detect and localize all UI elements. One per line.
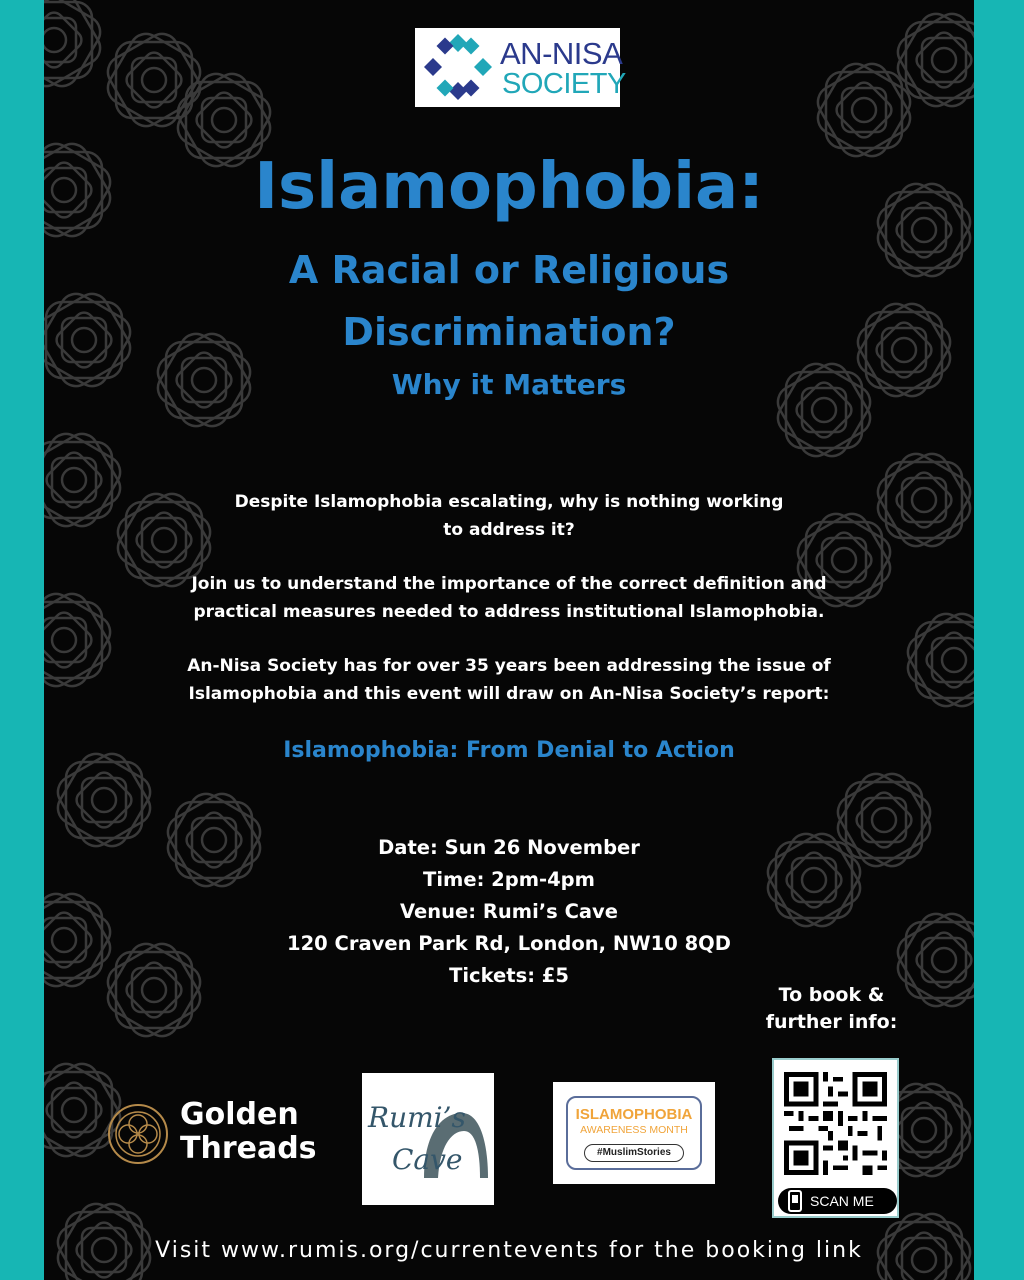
iam-hashtag: #MuslimStories [584,1144,684,1162]
paragraph-1-line-1: Despite Islamophobia escalating, why is nothing working [234,492,784,512]
booking-prompt [749,982,914,1036]
scan-me-button[interactable] [778,1188,897,1214]
rumis-cave-logo [362,1073,494,1205]
subtitle-line-3: Why it Matters [391,368,627,401]
rumi-text-line-2: Cave [392,1143,463,1176]
subtitle-line-1: A Racial or Religious [288,248,730,292]
scan-me-label: SCAN ME [810,1193,874,1209]
subtitle-line-2: Discrimination? [342,310,676,354]
paragraph-1-line-2: to address it? [443,520,575,540]
golden-threads-knot-icon [106,1102,170,1166]
booking-line-1: To book & [778,984,885,1006]
event-date: Date: Sun 26 November [378,836,640,859]
paragraph-3-line-1: An-Nisa Society has for over 35 years been addressing the issue of [187,656,831,676]
report-title: Islamophobia: From Denial to Action [283,738,735,763]
rumi-text-line-1: Rumi’s [368,1101,466,1134]
paragraph-2-line-1: Join us to understand the importance of the correct definition and [191,574,827,594]
main-title: Islamophobia: [254,150,764,224]
logo-text-an-nisa: AN-NISA [500,36,623,71]
paragraph-2-line-2: practical measures needed to address institutional Islamophobia. [193,602,825,622]
islamophobia-awareness-month-logo [553,1082,715,1184]
left-border-bar [0,0,44,1280]
qr-code-icon[interactable] [774,1062,897,1185]
logo-text-society: SOCIETY [502,68,626,100]
qr-code-card[interactable] [772,1058,899,1218]
paragraph-3-line-2: Islamophobia and this event will draw on An-Nisa Society’s report: [188,684,830,704]
golden-threads-text [180,1098,317,1166]
event-tickets: Tickets: £5 [449,964,569,987]
booking-line-2: further info: [765,1011,898,1033]
poster [44,0,974,1280]
footer-booking-link[interactable]: Visit www.rumis.org/currentevents for the booking link [155,1238,863,1263]
iam-badge [566,1096,702,1170]
logo-mark-icon [421,32,495,102]
golden-threads-line-2: Threads [180,1131,317,1166]
cave-arch-icon [362,1073,494,1205]
iam-line-1: ISLAMOPHOBIA [575,1106,693,1123]
event-address: 120 Craven Park Rd, London, NW10 8QD [287,932,731,955]
golden-threads-line-1: Golden [180,1097,299,1132]
phone-icon [786,1190,804,1212]
event-venue: Venue: Rumi’s Cave [400,900,618,923]
an-nisa-society-logo [415,28,626,107]
iam-line-2: AWARENESS MONTH [580,1124,688,1136]
event-time: Time: 2pm-4pm [423,868,595,891]
right-border-bar [974,0,1024,1280]
